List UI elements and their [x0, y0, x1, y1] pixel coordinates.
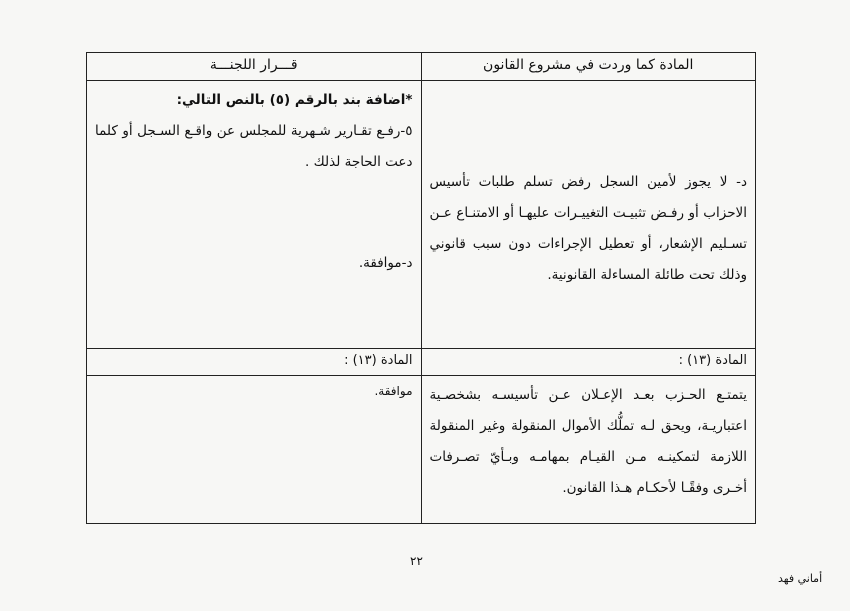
decision-article-label: المادة (١٣) : [87, 349, 422, 376]
added-clause-heading: *اضافة بند بالرقم (٥) بالنص التالي: [176, 92, 413, 108]
decision-clause-d: د-موافقة. [358, 255, 413, 271]
page-number: ٢٢ [410, 554, 423, 568]
table-row [87, 349, 756, 376]
decision-cell [87, 376, 422, 524]
draft-article-13-text: يتمتـع الحـزب بعـد الإعـلان عـن تأسيسـه بشخصـية اعتباريـة، ويحق لـه تملُّك الأموال المنقولة وغير المنقولة اللازمة لتمكينـه مـن القيـام بمهامـه وبـأيّ تصـرفات أخـرى وفقًـا لأحكـام هـذا القانون. [429, 387, 747, 496]
decision-cell [87, 81, 422, 349]
table-row [87, 376, 756, 524]
comparison-table [86, 52, 756, 524]
draft-cell [421, 81, 756, 349]
signature: أماني فهد [778, 572, 823, 585]
header-committee-decision: قـــرار اللجنـــة [87, 53, 422, 81]
draft-clause-d: د- لا يجوز لأمين السجل رفض تسلم طلبات تأسيس الاحزاب أو رفـض تثبيـت التغييـرات عليهـا أو الامتنـاع عـن تسـليم الإشعار، أو تعطيل الإجراءات دون سبب قانوني وذلك تحت طائلة المساءلة القانونية. [429, 174, 747, 283]
added-clause-text: ٥-رفـع تقـارير شـهرية للمجلس عن واقـع السـجل أو كلما دعت الحاجة لذلك . [95, 123, 413, 170]
table-header-row [87, 53, 756, 81]
table-row [87, 81, 756, 349]
draft-article-label: المادة (١٣) : [421, 349, 756, 376]
draft-cell [421, 376, 756, 524]
decision-article-13: موافقة. [374, 384, 413, 398]
header-law-draft-article: المادة كما وردت في مشروع القانون [421, 53, 756, 81]
